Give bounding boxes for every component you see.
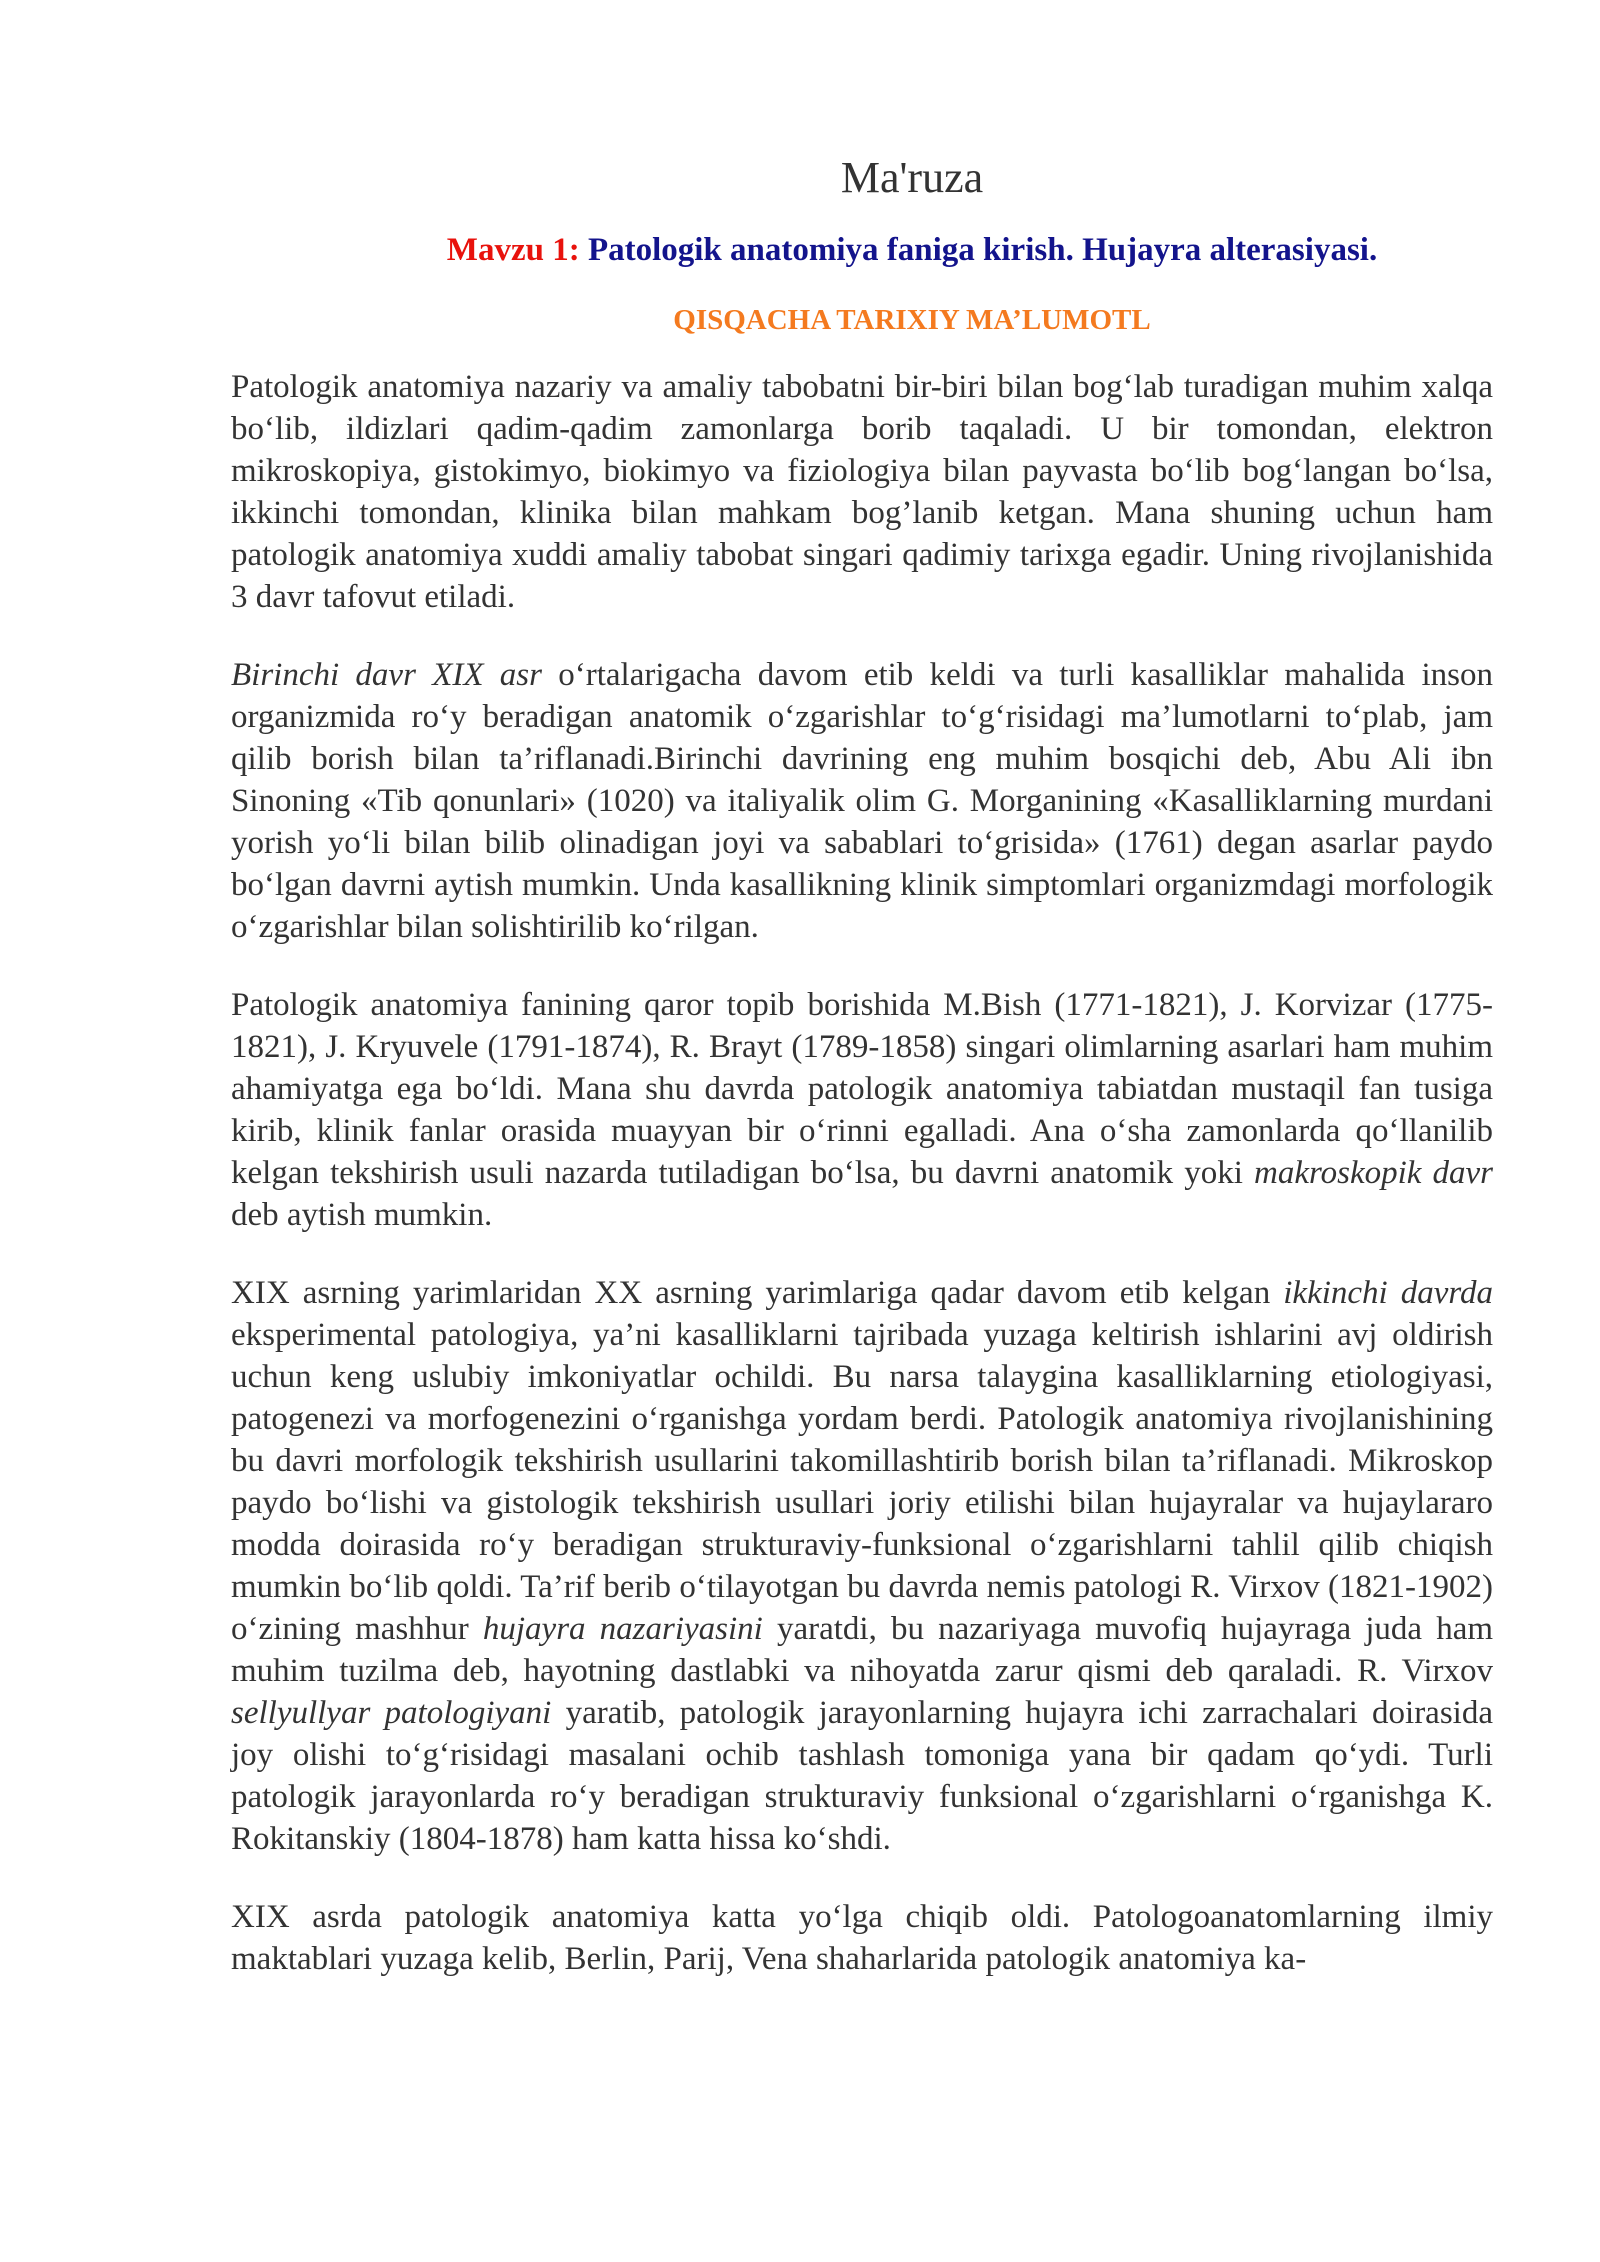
- paragraph-text: yaratib, patologik jarayonlarning hujayra ichi zarrachalari doirasida joy olishi toʻgʻrisidagi masalani ochib tashlash tomoniga yana bir qadam qoʻydi. Turli patologik jarayonlarda roʻy beradigan strukturaviy funksional oʻzgarishlarni oʻrganishga K. Rokitanskiy (1804-1878) ham katta hissa koʻshdi.: [231, 1695, 1493, 1857]
- paragraph-text: deb aytish mumkin.: [231, 1197, 493, 1233]
- paragraph-nineteenth-century: [231, 1896, 1493, 1980]
- topic-label: Mavzu 1:: [446, 232, 580, 268]
- paragraph-intro: [231, 366, 1493, 618]
- document-page: [231, 148, 1493, 2016]
- paragraph-text: Patologik anatomiya fanining qaror topib borishida M.Bish (1771-1821), J. Korvizar (1775-1821), J. Kryuvele (1791-1874), R. Brayt (1789-1858) singari olimlarning asarlari ham muhim ahamiyatga ega boʻldi. Mana shu davrda patologik anatomiya tabiatdan mustaqil fan tusiga kirib, klinik fanlar orasida muayyan bir oʻrinni egalladi. Ana oʻsha zamonlarda qoʻllanilib kelgan tekshirish usuli nazarda tutiladigan boʻlsa, bu davrni anatomik yoki: [231, 987, 1493, 1191]
- paragraph-text: eksperimental patologiya, ya’ni kasalliklarni tajribada yuzaga keltirish ishlarini avj oldirish uchun keng uslubiy imkoniyatlar ochildi. Bu narsa talaygina kasalliklarning etiologiyasi, patogenezi va morfogenezini oʻrganishga yordam berdi. Patologik anatomiya rivojlanishining bu davri morfologik tekshirish usullarini takomillashtirib borish bilan ta’riflanadi. Mikroskop paydo boʻlishi va gistologik tekshirish usullari joriy etilishi bilan hujayralar va hujaylararo modda doirasida roʻy beradigan strukturaviy-funksional oʻzgarishlarni tahlil qilib chiqish mumkin boʻlib qoldi. Ta’rif berib oʻtilayotgan bu davrda nemis patologi R. Virxov (1821-1902) oʻzining mashhur: [231, 1317, 1493, 1647]
- section-heading: QISQACHA TARIXIY MA’LUMOTL: [673, 304, 1151, 336]
- topic-title: Patologik anatomiya faniga kirish. Hujayra alterasiyasi.: [587, 232, 1378, 268]
- paragraph-text: Patologik anatomiya nazariy va amaliy tabobatni bir-biri bilan bogʻlab turadigan muhim xalqa boʻlib, ildizlari qadim-qadim zamonlarga borib taqaladi. U bir tomondan, elektron mikroskopiya, gistokimyo, biokimyo va fiziologiya bilan payvasta boʻlib bogʻlangan boʻlsa, ikkinchi tomondan, klinika bilan mahkam bog’lanib ketgan. Mana shuning uchun ham patologik anatomiya xuddi amaliy tabobat singari qadimiy tarixga egadir. Uning rivojlanishida 3 davr tafovut etiladi.: [231, 369, 1493, 615]
- paragraph-second-period: [231, 1272, 1493, 1860]
- paragraph-italic-text: makroskopik davr: [1254, 1155, 1494, 1191]
- document-title: Ma'ruza: [840, 153, 984, 202]
- paragraph-text: XIX asrning yarimlaridan XX asrning yarimlariga qadar davom etib kelgan: [231, 1275, 1284, 1311]
- document-body: [231, 366, 1493, 1980]
- topic-heading: [231, 228, 1493, 272]
- paragraph-italic-text: Birinchi davr XIX asr: [231, 657, 542, 693]
- paragraph-text: oʻrtalarigacha davom etib keldi va turli kasalliklar mahalida inson organizmida roʻy beradigan anatomik oʻzgarishlar toʻgʻrisidagi ma’lumotlarni toʻplab, jam qilib borish bilan ta’riflanadi.Birinchi davrining eng muhim bosqichi deb, Abu Ali ibn Sinoning «Tib qonunlari» (1020) va italiyalik olim G. Morganining «Kasalliklarning murdani yorish yoʻli bilan bilib olinadigan joyi va sabablari toʻgrisida» (1761) degan asarlar paydo boʻlgan davrni aytish mumkin. Unda kasallikning klinik simptomlari organizmdagi morfologik oʻzgarishlar bilan solishtirilib koʻrilgan.: [231, 657, 1493, 945]
- paragraph-anatomical-period: [231, 984, 1493, 1236]
- paragraph-italic-text: sellyullyar patologiyani: [231, 1695, 552, 1731]
- paragraph-italic-text: ikkinchi davrda: [1283, 1275, 1494, 1311]
- paragraph-first-period: [231, 654, 1493, 948]
- paragraph-text: XIX asrda patologik anatomiya katta yoʻlga chiqib oldi. Patologoanatomlarning ilmiy maktablari yuzaga kelib, Berlin, Parij, Vena shaharlarida patologik anatomiya ka-: [231, 1899, 1493, 1977]
- paragraph-text: yaratdi, bu nazariyaga muvofiq hujayraga juda ham muhim tuzilma deb, hayotning dastlabki va nihoyatda zarur qismi deb qaraladi. R. Virxov: [231, 1611, 1494, 1689]
- paragraph-italic-text: hujayra nazariyasini: [482, 1611, 763, 1647]
